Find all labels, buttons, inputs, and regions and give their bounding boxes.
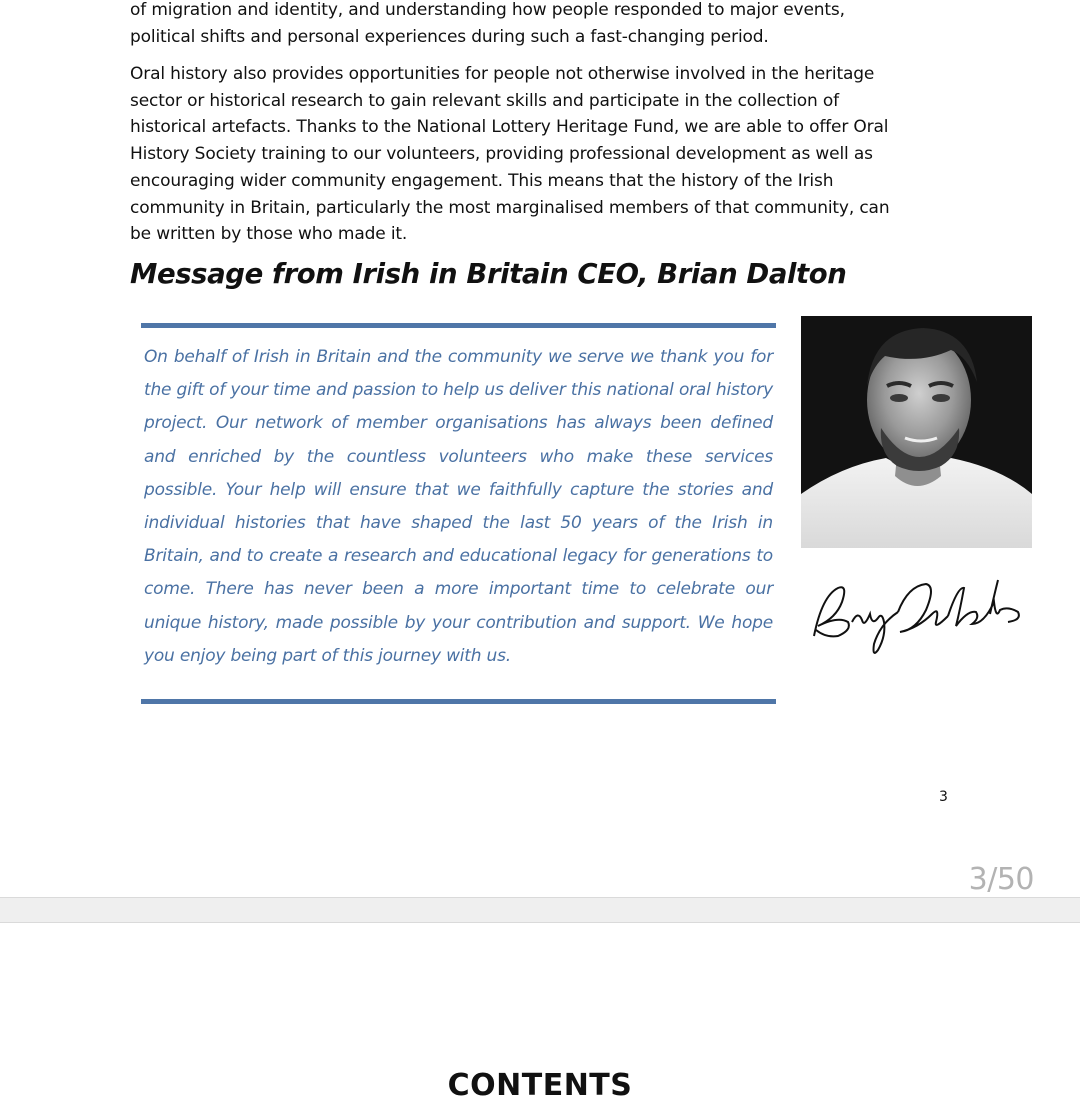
signature-image bbox=[808, 566, 1028, 658]
body-paragraph-1: of migration and identity, and understanding how people responded to major events, political shifts and personal experiences during such a fast-changing period. bbox=[130, 0, 845, 47]
contents-heading: CONTENTS bbox=[447, 1068, 633, 1103]
ceo-message-quote: On behalf of Irish in Britain and the community we serve we thank you for the gift of your time and passion to help us deliver this national oral history project. Our network of member organisations has always been defined and enriched by the countless volunteers who make these services possible. Your help will ensure that we faithfully capture the stories and individual histories that have shaped the last 50 years of the Irish in Britain, and to create a research and educational legacy for generations to come. There has never been a more important time to celebrate our unique history, made possible by your contribution and support. We hope you enjoy being part of this journey with us. bbox=[144, 347, 773, 666]
body-paragraph-2: Oral history also provides opportunities for people not otherwise involved in the heritage sector or historical research to gain relevant skills and participate in the collection of historical artefacts. Thanks to the National Lottery Heritage Fund, we are able to offer Oral History Society training to our volunteers, providing professional development as well as encouraging wider community engagement. This means that the history of the Irish community in Britain, particularly the most marginalised members of that community, can be written by those who made it. bbox=[130, 64, 890, 245]
page-counter: 3/50 bbox=[968, 862, 1034, 897]
page-separator bbox=[0, 897, 1080, 923]
page-number: 3 bbox=[939, 789, 948, 805]
signature-illustration bbox=[808, 566, 1028, 658]
quote-rule-top bbox=[141, 323, 776, 328]
next-document-page bbox=[0, 923, 1080, 1103]
section-heading: Message from Irish in Britain CEO, Brian Dalton bbox=[130, 258, 847, 290]
quote-rule-bottom bbox=[141, 699, 776, 704]
portrait-illustration bbox=[801, 316, 1032, 548]
portrait-photo bbox=[801, 316, 1032, 548]
